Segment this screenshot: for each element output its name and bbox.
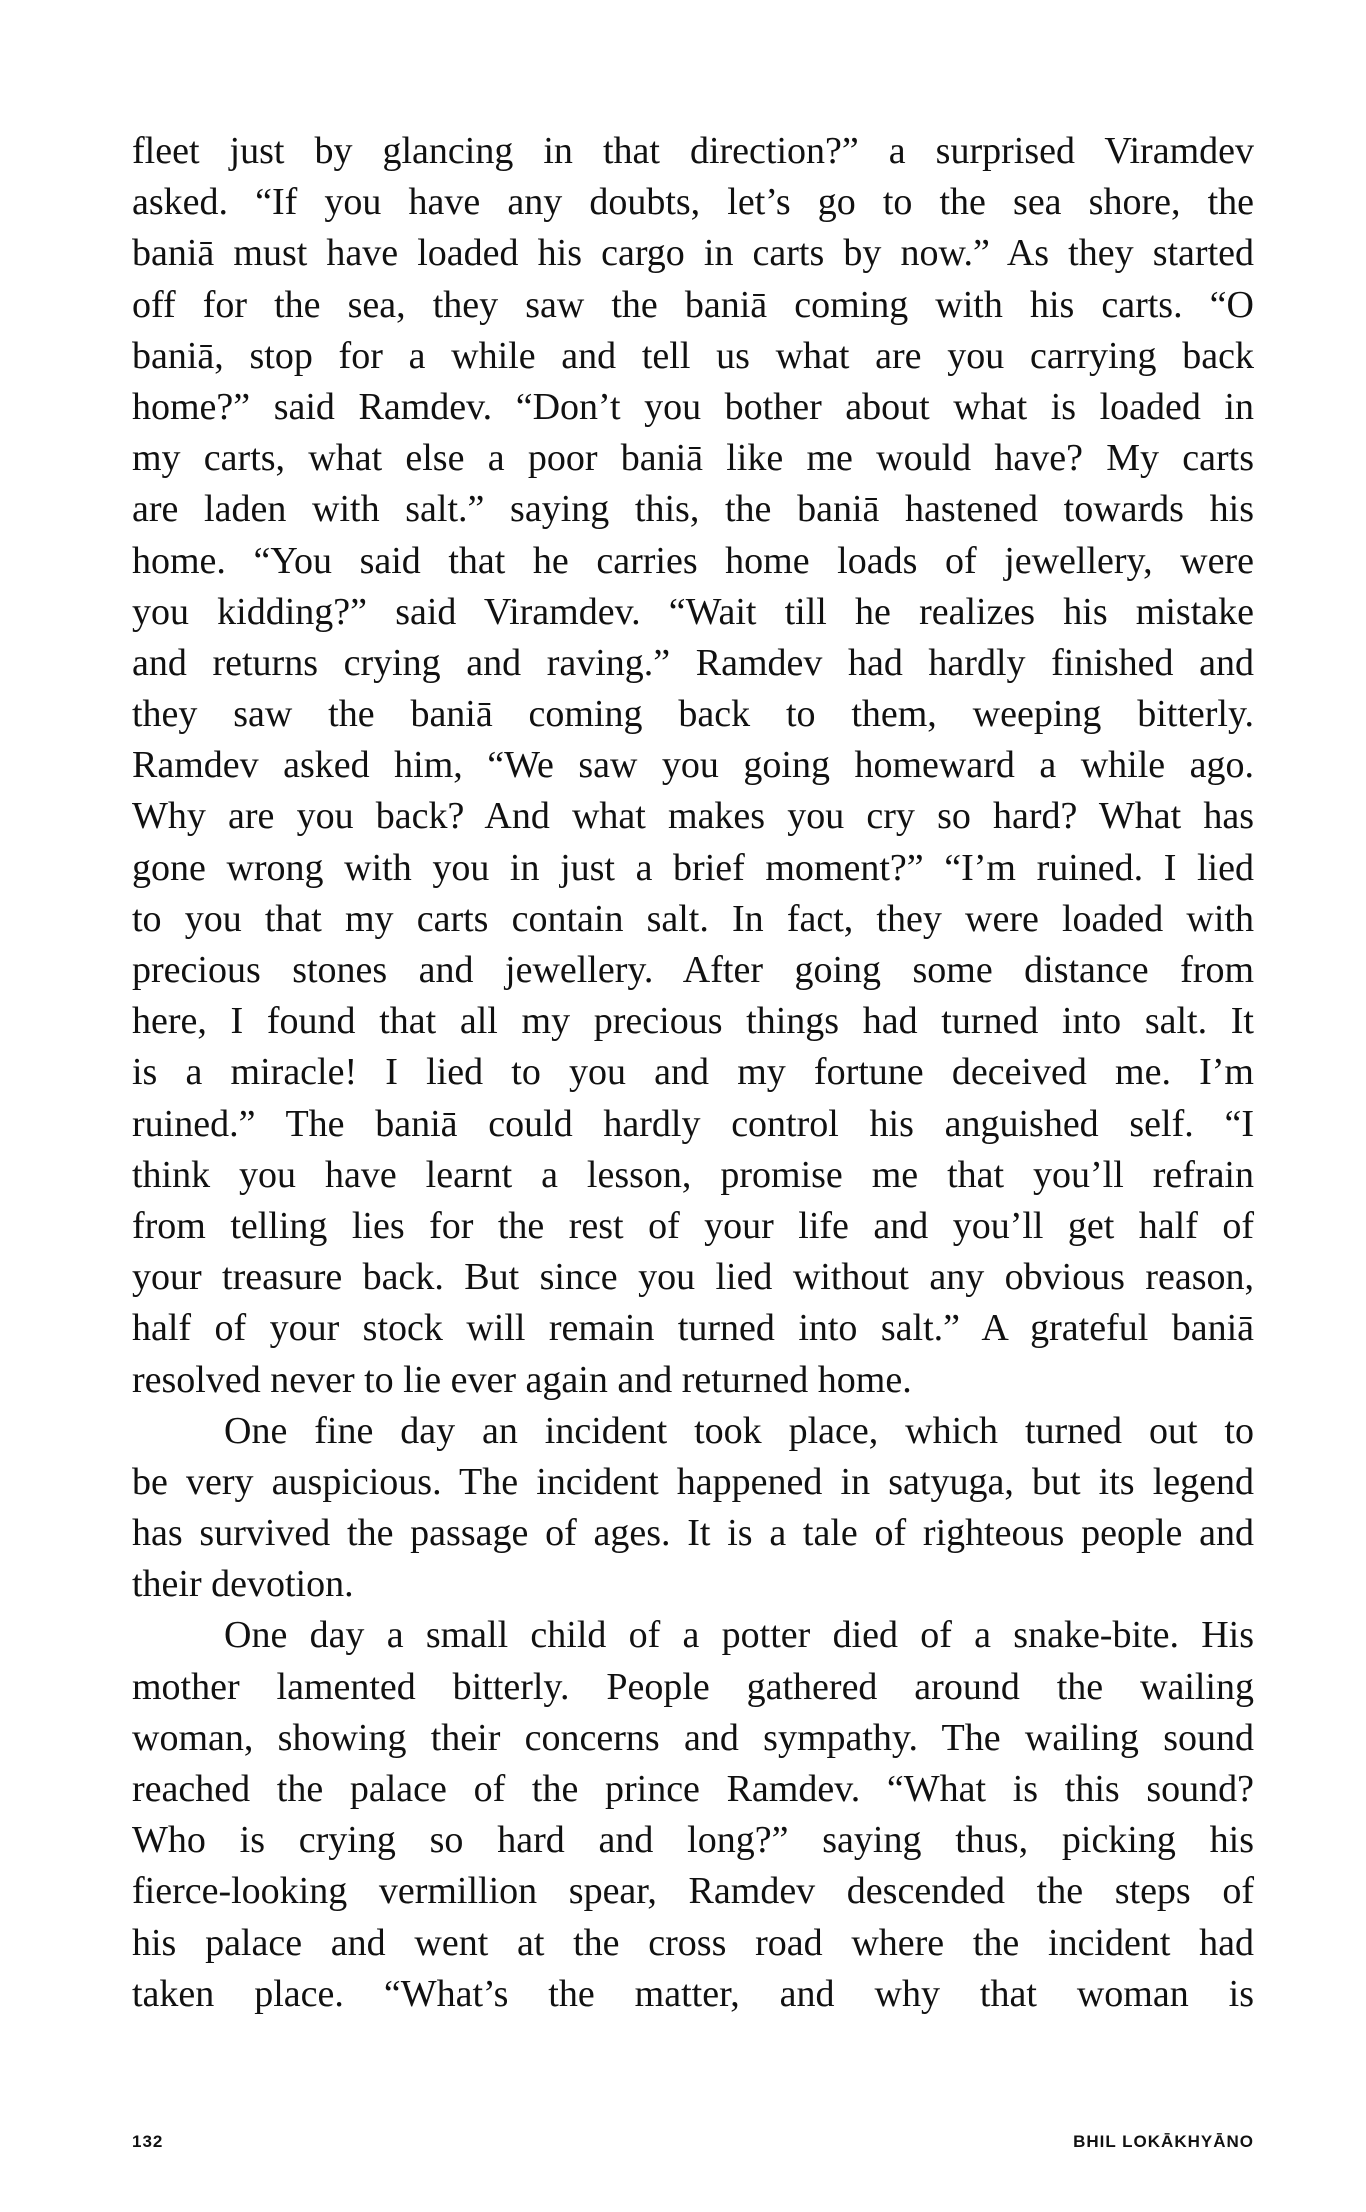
text-line: my carts, what else a poor baniā like me would have? My carts [132, 437, 1254, 480]
text-line: his palace and went at the cross road where the incident had [132, 1921, 1254, 1964]
text-line: fierce-looking vermillion spear, Ramdev descended the steps of [132, 1870, 1254, 1913]
text-line: reached the palace of the prince Ramdev. “What is this sound? [132, 1768, 1254, 1810]
text-line: has survived the passage of ages. It is a tale of righteous people and [132, 1512, 1254, 1555]
text-line: Why are you back? And what makes you cry so hard? What has [132, 795, 1254, 838]
text-line: One fine day an incident took place, which turned out to [224, 1409, 1254, 1452]
text-line: home?” said Ramdev. “Don’t you bother about what is loaded in [132, 385, 1254, 428]
text-line: mother lamented bitterly. People gathered around the wailing [132, 1665, 1254, 1708]
text-line: taken place. “What’s the matter, and why that woman is [132, 1972, 1254, 2015]
text-line: asked. “If you have any doubts, let’s go to the sea shore, the [132, 181, 1254, 224]
text-line: here, I found that all my precious things had turned into salt. It [132, 1000, 1254, 1043]
text-line: fleet just by glancing in that direction?” a surprised Viramdev [132, 130, 1254, 172]
text-line: Who is crying so hard and long?” saying thus, picking his [132, 1819, 1254, 1862]
text-line: be very auspicious. The incident happened in satyuga, but its legend [132, 1460, 1254, 1503]
text-line: your treasure back. But since you lied without any obvious reason, [132, 1256, 1254, 1299]
text-line: and returns crying and raving.” Ramdev had hardly finished and [132, 641, 1254, 684]
text-line: precious stones and jewellery. After going some distance from [132, 949, 1254, 991]
text-line: from telling lies for the rest of your life and you’ll get half of [132, 1204, 1254, 1247]
text-line: you kidding?” said Viramdev. “Wait till he realizes his mistake [132, 590, 1254, 633]
text-line: gone wrong with you in just a brief moment?” “I’m ruined. I lied [132, 846, 1254, 889]
text-line: home. “You said that he carries home loads of jewellery, were [132, 539, 1254, 582]
text-line: One day a small child of a potter died of a snake-bite. His [224, 1614, 1254, 1657]
text-line: Ramdev asked him, “We saw you going homeward a while ago. [132, 744, 1254, 787]
text-line: to you that my carts contain salt. In fact, they were loaded with [132, 897, 1254, 940]
text-line: they saw the baniā coming back to them, weeping bitterly. [132, 693, 1254, 736]
text-line: think you have learnt a lesson, promise me that you’ll refrain [132, 1153, 1254, 1196]
text-line: are laden with salt.” saying this, the baniā hastened towards his [132, 488, 1254, 531]
running-footer-title: BHIL LOKĀKHYĀNO [1073, 2132, 1254, 2151]
text-line: half of your stock will remain turned into salt.” A grateful baniā [132, 1307, 1254, 1350]
text-line: resolved never to lie ever again and returned home. [132, 1358, 912, 1401]
text-line: is a miracle! I lied to you and my fortune deceived me. I’m [132, 1051, 1254, 1094]
text-line: baniā, stop for a while and tell us what are you carrying back [132, 334, 1254, 377]
page-number: 132 [132, 2132, 164, 2151]
text-line: their devotion. [132, 1563, 354, 1606]
text-line: off for the sea, they saw the baniā coming with his carts. “O [132, 283, 1254, 326]
text-line: baniā must have loaded his cargo in carts by now.” As they started [132, 232, 1254, 275]
body-text [132, 126, 1254, 2020]
text-line: woman, showing their concerns and sympathy. The wailing sound [132, 1716, 1254, 1759]
text-line: ruined.” The baniā could hardly control his anguished self. “I [132, 1102, 1254, 1145]
